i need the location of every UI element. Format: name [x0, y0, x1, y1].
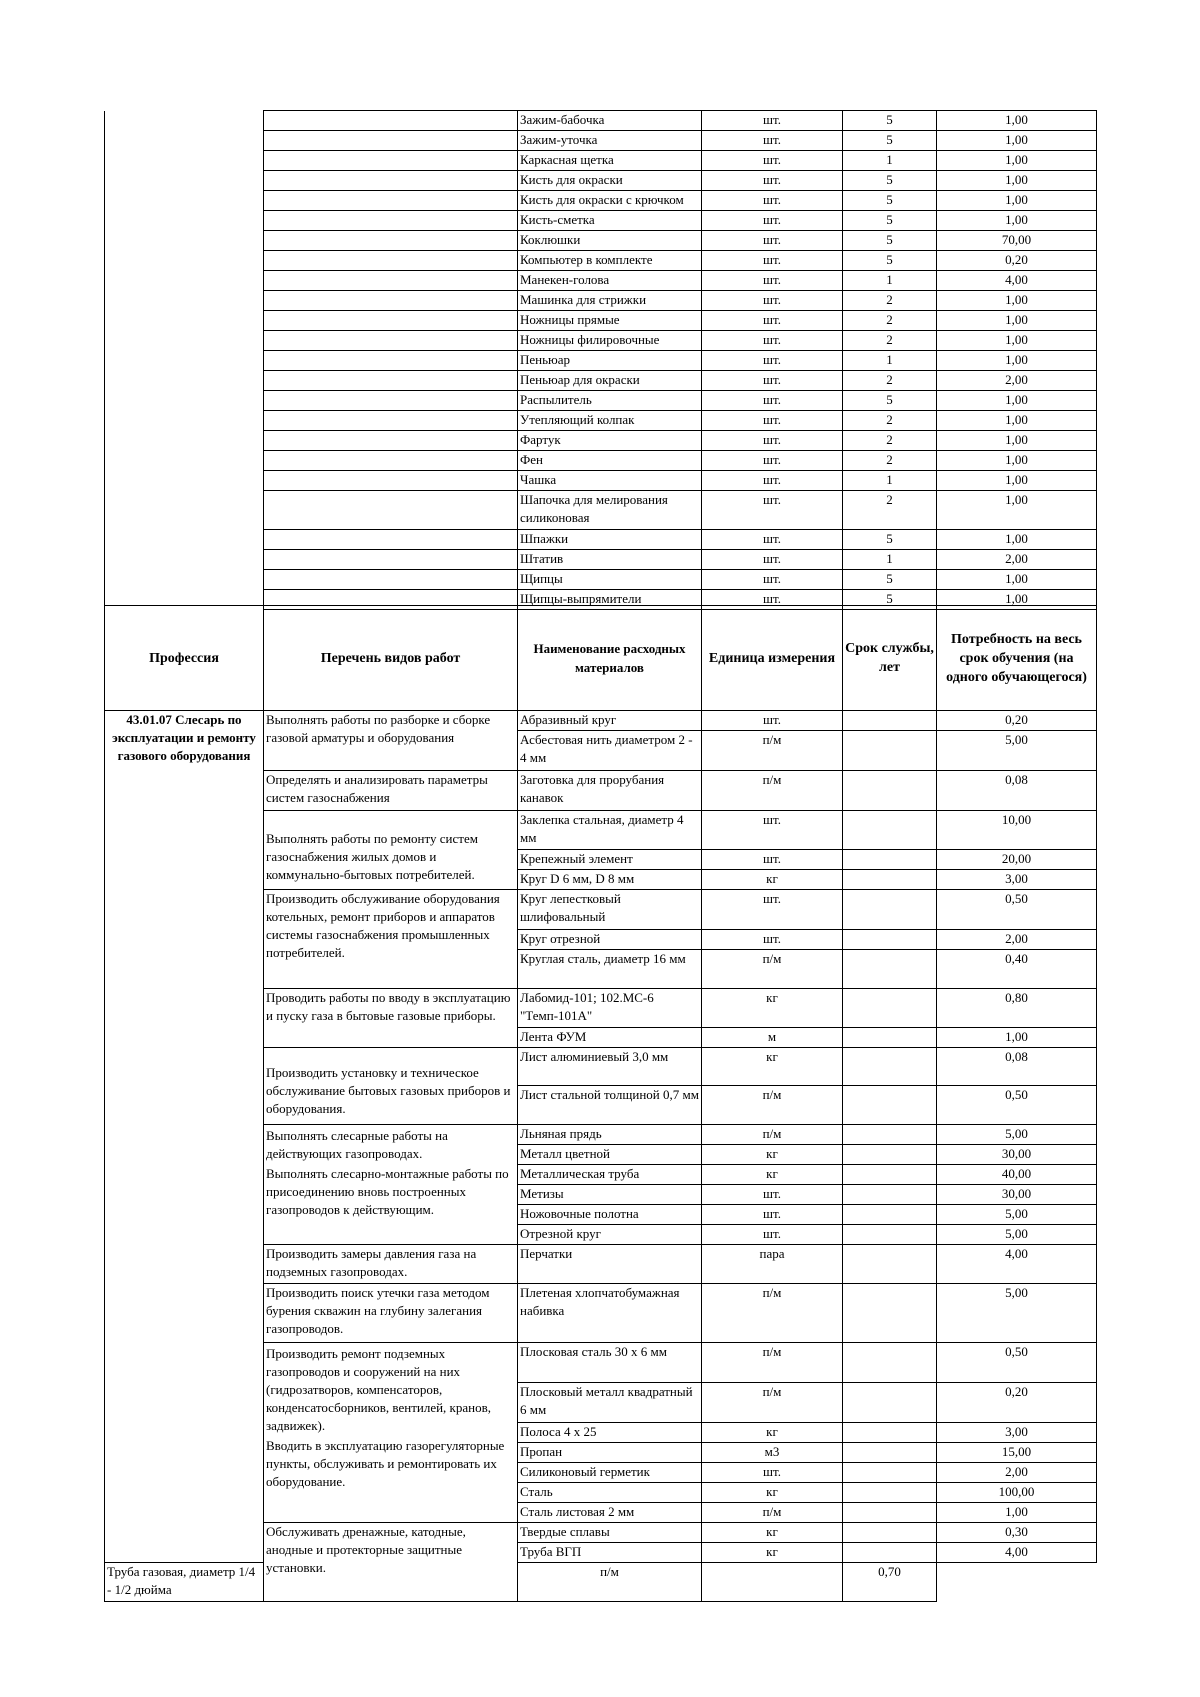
equipment-table-continuation: Зажим-бабочка шт. 5 1,00 Зажим-уточка шт. 5 1,00 Каркасная щетка шт. 1 1,00 Кисть для окраски шт. 5 1,00 Кисть для окраски с крючком шт. 5 1,00 Кисть-сметка шт. 5 1,00 Коклюшки шт. 5 70,00 Компьютер в комплекте шт. 5 0,20 Манекен-голова шт. 1 4,00 Машинка для стрижки шт. 2 1,00 Ножницы прямые шт. 2 1,00 Ножницы филировочные шт. 2 1,00 Пеньюар шт. 1 1,00 Пеньюар для окраски шт. 2 2,00 Распылитель шт. 5 1,00 Утепляющий колпак шт. 2 1,00 Фартук шт. 2 1,00 Фен шт. 2 1,00 Чашка шт. 1 1,00 Шапочка для мелирования силиконовая шт. 2 1,00 Шпажки шт. 5 1,00 Штатив шт. 1 2,00 Щипцы шт. 5 1,00 Щипцы-выпрямители шт. 5 1,00 [104, 110, 1097, 610]
material-name: Абразивный круг [518, 711, 702, 731]
material-name: Манекен-голова [518, 271, 702, 291]
material-name: Полоса 4 х 25 [518, 1423, 702, 1443]
material-name: Ножовочные полотна [518, 1205, 702, 1225]
work-item: Проводить работы по вводу в эксплуатацию и пуску газа в бытовые газовые приборы. [264, 989, 518, 1048]
material-name: Заготовка для прорубания канавок [518, 771, 702, 811]
material-name: Металл цветной [518, 1145, 702, 1165]
material-name: Шапочка для мелирования силиконовая [518, 491, 702, 530]
material-name: Круг отрезной [518, 930, 702, 950]
work-item-group [264, 1343, 518, 1523]
work-item: Производить замеры давления газа на подземных газопроводах. [264, 1245, 518, 1284]
consumables-table: Профессия Перечень видов работ Наименование расходных материалов Единица измерения Срок службы, лет Потребность на весь срок обучения (на одного обучающегося) 43.01.07 Слесарь по эксплуатации и ремонту газового оборудования Выполнять работы по разборке и сборке газовой арматуры и оборудования Абразивный круг шт. 0,20 Асбестовая нить диаметром 2 - 4 мм п/м 5,00 Определять и анализировать параметры систем газоснабжения Заготовка для прорубания канавок п/м 0,08 Выполнять работы по ремонту систем газоснабжения жилых домов и коммунально-бытовых потребителей. Заклепка стальная, диаметр 4 мм шт. 10,00 Крепежный элемент шт. 20,00 Круг D 6 мм, D 8 мм кг 3,00 Производить обслуживание оборудования котельных, ремонт приборов и аппаратов системы газоснабжения промышленных потребителей. Круг лепестковый шлифовальный шт. 0,50 Круг отрезной шт. 2,00 Круглая сталь, диаметр 16 мм п/м 0,40 Проводить работы по вводу в эксплуатацию и пуску газа в бытовые газовые приборы. Лабомид-101; 102.МС-6 "Темп-101А" кг 0,80 Лента ФУМ м 1,00 Производить установку и техническое обслуживание бытовых газовых приборов и оборудования. Лист алюминиевый 3,0 мм кг 0,08 Лист стальной толщиной 0,7 мм п/м 0,50 Выполнять слесарные работы на действующих газопроводах. Выполнять слесарно-монтажные работы по присоединению вновь построенных газопроводов к действующим. Льняная прядь п/м 5,00 Металл цветной кг 30,00 Металлическая труба кг 40,00 Метизы шт. 30,00 Ножовочные полотна шт. 5,00 Отрезной круг шт. 5,00 Производить замеры давления газа на подземных газопроводах. Перчатки пара 4,00 Производить поиск утечки газа методом бурения скважин на глубину залегания газопроводов. Плетеная хлопчатобумажная набивка п/м 5,00 Производить ремонт подземных газопроводов и сооружений на них (гидрозатворов, компенсаторов, конденсатосборников, вентилей, кранов, задвижек). Вводить в эксплуатацию газорегуляторные пункты, обслуживать и ремонтировать их оборудование. Плосковая сталь 30 х 6 мм п/м 0,50 Плосковый металл квадратный 6 мм п/м 0,20 Полоса 4 х 25 кг 3,00 Пропан м3 15,00 Силиконовый герметик шт. 2,00 Сталь кг 100,00 Сталь листовая 2 мм п/м 1,00 Обслуживать дренажные, катодные, анодные и протекторные защитные установки. Твердые сплавы кг 0,30 Труба ВГП кг 4,00 Труба газовая, диаметр 1/4 - 1/2 дюйма п/м 0,70 [104, 605, 1097, 1602]
material-name: Кисть для окраски с крючком [518, 191, 702, 211]
material-name: Каркасная щетка [518, 151, 702, 171]
work-item: Обслуживать дренажные, катодные, анодные и протекторные защитные установки. [264, 1523, 518, 1602]
material-name: Утепляющий колпак [518, 411, 702, 431]
material-name: Лист алюминиевый 3,0 мм [518, 1048, 702, 1086]
material-name: Плетеная хлопчатобумажная набивка [518, 1284, 702, 1343]
header-materials: Наименование расходных материалов [518, 606, 702, 711]
work-item: Производить поиск утечки газа методом бурения скважин на глубину залегания газопроводов. [264, 1284, 518, 1343]
work-item: Выполнять слесарные работы на действующих газопроводах. [266, 1128, 448, 1161]
material-name: Труба ВГП [518, 1543, 702, 1563]
work-item: Вводить в эксплуатацию газорегуляторные пункты, обслуживать и ремонтировать их оборудование. [266, 1438, 505, 1489]
material-name: Твердые сплавы [518, 1523, 702, 1543]
material-name: Ножницы филировочные [518, 331, 702, 351]
material-name: Щипцы-выпрямители [518, 590, 702, 610]
material-name: Заклепка стальная, диаметр 4 мм [518, 811, 702, 850]
material-name: Круг D 6 мм, D 8 мм [518, 870, 702, 890]
material-name: Коклюшки [518, 231, 702, 251]
material-name: Фен [518, 451, 702, 471]
material-name: Пеньюар для окраски [518, 371, 702, 391]
work-item: Производить обслуживание оборудования котельных, ремонт приборов и аппаратов системы газоснабжения промышленных потребителей. [264, 890, 518, 989]
material-name: Металлическая труба [518, 1165, 702, 1185]
material-name: Круглая сталь, диаметр 16 мм [518, 950, 702, 989]
work-item: Выполнять слесарно-монтажные работы по присоединению вновь построенных газопроводов к действующим. [266, 1166, 509, 1217]
profession-cell: 43.01.07 Слесарь по эксплуатации и ремонту газового оборудования [105, 711, 264, 1563]
material-name: Сталь листовая 2 мм [518, 1503, 702, 1523]
header-need: Потребность на весь срок обучения (на одного обучающегося) [937, 606, 1097, 711]
work-item: Производить ремонт подземных газопроводов и сооружений на них (гидрозатворов, компенсаторов, конденсатосборников, вентилей, кранов, задвижек). [266, 1346, 491, 1433]
material-name: Силиконовый герметик [518, 1463, 702, 1483]
material-name: Щипцы [518, 570, 702, 590]
material-name: Лента ФУМ [518, 1028, 702, 1048]
work-item-group [264, 1125, 518, 1245]
material-name: Машинка для стрижки [518, 291, 702, 311]
material-name: Крепежный элемент [518, 850, 702, 870]
material-name: Асбестовая нить диаметром 2 - 4 мм [518, 731, 702, 771]
material-name: Плосковая сталь 30 х 6 мм [518, 1343, 702, 1383]
material-name: Отрезной круг [518, 1225, 702, 1245]
material-name: Льняная прядь [518, 1125, 702, 1145]
material-name: Зажим-уточка [518, 131, 702, 151]
material-name: Метизы [518, 1185, 702, 1205]
service-life [843, 711, 937, 731]
work-item: Выполнять работы по разборке и сборке газовой арматуры и оборудования [264, 711, 518, 771]
material-name: Ножницы прямые [518, 311, 702, 331]
material-name: Пеньюар [518, 351, 702, 371]
material-name: Пропан [518, 1443, 702, 1463]
work-item: Производить установку и техническое обслуживание бытовых газовых приборов и оборудования. [264, 1048, 518, 1125]
table-header [105, 606, 1097, 711]
material-name: Штатив [518, 550, 702, 570]
material-name: Труба газовая, диаметр 1/4 - 1/2 дюйма [105, 1563, 264, 1602]
material-name: Плосковый металл квадратный 6 мм [518, 1383, 702, 1423]
material-name: Распылитель [518, 391, 702, 411]
material-name: Чашка [518, 471, 702, 491]
material-name: Шпажки [518, 530, 702, 550]
header-works: Перечень видов работ [264, 606, 518, 711]
material-name: Перчатки [518, 1245, 702, 1284]
material-name: Сталь [518, 1483, 702, 1503]
header-profession: Профессия [105, 606, 264, 711]
header-life: Срок службы, лет [843, 606, 937, 711]
material-name: Зажим-бабочка [518, 111, 702, 131]
material-name: Круг лепестковый шлифовальный [518, 890, 702, 930]
material-name: Фартук [518, 431, 702, 451]
material-name: Кисть-сметка [518, 211, 702, 231]
material-name: Кисть для окраски [518, 171, 702, 191]
header-unit: Единица измерения [702, 606, 843, 711]
work-item: Выполнять работы по ремонту систем газоснабжения жилых домов и коммунально-бытовых потребителей. [264, 811, 518, 890]
work-item: Определять и анализировать параметры систем газоснабжения [264, 771, 518, 811]
material-name: Компьютер в комплекте [518, 251, 702, 271]
material-name: Лист стальной толщиной 0,7 мм [518, 1086, 702, 1125]
material-name: Лабомид-101; 102.МС-6 "Темп-101А" [518, 989, 702, 1028]
